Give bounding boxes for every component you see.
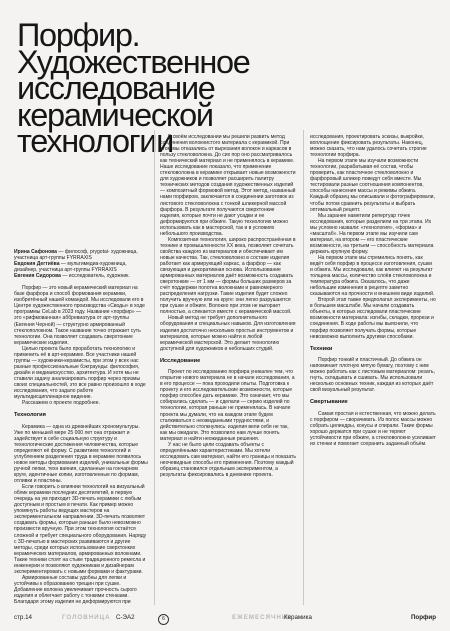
title-line: технологии — [17, 123, 174, 159]
running-title: Порфир — [410, 614, 436, 621]
body-paragraph: Новый метод не требует дополнительного оборудования и специальных навыков. Для изготовления изделия достаточно нескольких простых инструментов и материалов, которые можно найти в любой керамической мастерской. Это делает технологию доступной для художников и небольших студий. — [160, 315, 296, 352]
column-right — [310, 134, 436, 447]
author-credit: Евдокия Дегтиёва — мультимедиа-художница, дизайнер, участница арт-группы FYRRAXIS — [14, 261, 127, 274]
body-paragraph: Второй этап также предполагал эксперименты, но в большем масштабе. Мы начали создавать объекты, в которых исследовали пластические возможности материала: изгибы, складки, прорези и соединения. В ходе работы мы выяснили, что порфир позволяет получать формы, которые невозможно выполнить другими способами. — [310, 297, 436, 340]
column-middle — [160, 134, 296, 478]
title-line: керамической — [17, 96, 213, 133]
title-line: исследование — [17, 70, 215, 106]
author-credit: Ирина Сафонова — философ, prygotai- художница, участница арт-группы FYRRAXIS — [14, 249, 138, 262]
periodical-label: ЕЖЕМЕСЯЧНИК — [232, 614, 293, 621]
body-paragraph: Самая простая и естественная, что можно делать с порфиром — сворачивать. Из полос массы можно собрать цилиндры, конусы и спирали. Такие формы хорошо держатся при сушке и не теряют устойчивости при обжиге, а стекловолокно усиливает их стенки и помогает сохранить заданный объём. — [310, 410, 436, 448]
section-heading: Технология — [14, 412, 46, 419]
section-heading: Свертывание — [310, 399, 348, 406]
page-footer — [14, 612, 436, 624]
issue-number-badge: 6 — [158, 614, 169, 625]
author-credit: Евгения Сидорова — исследователь, художник. — [14, 273, 130, 280]
column-divider — [303, 130, 304, 605]
body-paragraph: Если говорить о влиянии технологий на визуальный облик керамики последних десятилетий, в первую очередь на ум приходит 3D-печать керамики с любым доступным и простым в печати. Как пример можно упомянуть работы ведущих мастеров на экспериментальном направлении. 3D-печать позволяет создавать формы, которые раньше было невозможно произвести вручную. При этом технология остаётся сложной и требует специального оборудования. Наряду с 3D-печатью в мастерских развиваются и другие методы, среди которых использование сверхтонких керамических материалов, армированных волокнами. Такие техники стоят на стыке традиционного ремесла и инженерии и позволяют художникам и дизайнерам экспериментировать с новыми формами и фактурами. — [14, 484, 147, 575]
body-paragraph: На первом этапе мы изучали возможности технологии, разрабатывая её состав, чтобы проверить, как пластичное стекловолокно и фарфоровый шликер поведут себя вместе. Мы тестировали разные соотношения компонентов, способы нанесения массы и режимы обжига. Каждый образец мы описывали и фотографировали, чтобы потом сравнить результаты и выбрать оптимальный рецепт. — [310, 158, 435, 213]
body-paragraph: У нас не было цели создавать объекты с определёнными характеристиками. Мы хотели исследовать сам материал, найти его границы и показать неочевидные способы его применения. Поэтому каждый образец становился отдельным экспериментом, а результаты фиксировались в дневнике проекта. — [160, 441, 296, 478]
title-line: Порфир. — [17, 17, 140, 53]
body-paragraph: Армированные составы удобны для лепки и устойчивы к образованию трещин при сушке. Добавление волокна увеличивает прочность сырого изделия и облегчает работу с тонкими стенками. Благодаря этому изделия не деформируются при — [14, 574, 137, 606]
body-paragraph: исследования, проектировать эскизы, выкройки, воплощение фиксировать результаты. Наконец, можно сказать, что нам удалось сочетать строгие технологии порфира. — [310, 134, 427, 159]
issue-label: ГОЛОВНИЦА — [62, 614, 111, 621]
magazine-label: С-ЭА2 — [116, 614, 135, 621]
body-paragraph: Мы заранее наметили репертуар точек исследования, которые разделили на три этапа. Их мы условно назвали: «технология», «форма» и «масштаб». На первом этапе мы изучили сам материал, на втором — его пластические возможности, на третьем — способность материала держать крупную форму. — [310, 212, 434, 255]
section-heading: Техники — [310, 345, 333, 352]
body-paragraph: В своём исследовании мы решили развить метод соединения волокнистого материала с керамикой. При этом мы отказались от вырезания волокон и каркасов в пользу стекловолокна. До сих пор оно рассматривалось как технический материал и не применялось в керамике. Наше исследование показало, что применение стекловолокна в керамике открывает новые возможности для художников и позволяет расширить палитру технических методов создания художественных изделий — композитный формовой метод. Этот метод, названный нами порфиром, заключается в соединении заготовок из листового стекловолокна с тонкой шликерной массой фарфора. В результате получаются сверхтонкие изделия, которые почти не дают усадки и не деформируются при обжиге. Такую технологию можно использовать как в мастерской, так и в условиях небольшого производства. — [160, 134, 296, 237]
body-paragraph: Целью проекта было проработать технологию и применить её в арт-керамике. Все участники нашей группы — художники-керамисты, при этом у всех нас разные профессиональные бэкграунды: философия, дизайн и медиаискусство, архитектура. И хотя мы не ставили задачу анализировать порфир через призмы своих специальностей, это все равно произошло в ходе исследования, что задало работе мультидисциплинарное видение. — [14, 345, 146, 401]
title-line: Художественное — [17, 43, 250, 80]
column-divider — [154, 130, 155, 605]
body-paragraph: Порфир тонкий и пластичный. До обжига он напоминает плотную мятую бумагу, поэтому с ним можно работать как с листовым материалом: резать, гнуть, складывать и сшивать. Мы использовали несколько основных техник, каждая из которых даёт свой визуальный результат. — [310, 357, 435, 394]
body-paragraph: На первом этапе мы стремились понять, как ведёт себя порфир в процессе изготовления, сушки и обжига. Мы исследовали, как влияют на результат толщина массы, количество слоёв стекловолокна и температура обжига. Оказалось, что даже небольшие изменения в рецепте заметно сказываются на прочности и внешнем виде изделий. — [310, 254, 435, 298]
body-paragraph: Порфир — это новый керамический материал на базе фарфора и способ формования керамики, изобретённый нашей командой. Мы исследовали его в Центре художественного производства «Своды» в ходе программы CeLab в 2023 году. Название «порфир» — это «рифмованная» аббревиатура от арт-группы (Евгения Черной) — структурно армированный стеклополокном. Такое название точно отражает суть технологии. Она позволяет создавать сверхтонкие керамические изделия. — [14, 285, 145, 346]
body-paragraph: Керамика — одна из древнейших хрономультуры. Уже по меньшей мере 25 000 лет она отражает и задействует в себе социальную структуру и технологические достижения человечества, которые определяют её форму. С развитием технологий и углублением разделения труда в керамике появилось новое методы формования изделий, уникальные формы ручной лепки, техн ваяния, сделанные на гончарном круге, идентичные копии, изготовленные по формам, отливки и пластины. — [14, 423, 148, 485]
section-heading: Исследование — [160, 357, 201, 364]
authors-block — [14, 249, 149, 279]
column-left — [14, 249, 149, 605]
page-number: стр.14 — [14, 614, 32, 621]
section-label: Керамика — [284, 614, 312, 621]
body-paragraph: Проект по исследованию порфира уникален тем, что открытие нового материала не в начале исследования, а в его процессе — пока проходили опыты. Подготовка к проекту и его исследовательские возможности, которые порфир способен дать керамике. Это означает, что мы собирались сделать — и сделали — серию изделий по технологии, которая раньше не применялась. В начале проекта мы думали, что на каждом этапе будем сталкиваться с неожиданными трудностями, и действительно столкнулись: изделия вели себя не так, как мы ожидали. Это позволило нам лучше понять материал и найти неожиданные решения. — [160, 369, 295, 442]
body-paragraph: Расскажем о проекте подробнее. — [22, 400, 101, 407]
body-paragraph: Композитная технология, широко распространённая в технике и промышленности XX века, позволяет сочетать свойства каждого из материалов и обеспечивает им новые качества. Так, стекловолокно в составе изделия работает как армирующий каркас, а фарфор — как связующая и декоративная основа. Использование армированных материалов даёт возможность создавать сверхтонкие — от 1 мм — формы больших размеров за счёт поддержки полотна волокнами и равномерного распределения нагрузки. Такие изделия будет сложно получить вручную или на круге: они легко разрушаются при сушке и обжиге. Волокно при этом не выгорает полностью, а спекается вместе с керамической массой. — [160, 236, 296, 316]
